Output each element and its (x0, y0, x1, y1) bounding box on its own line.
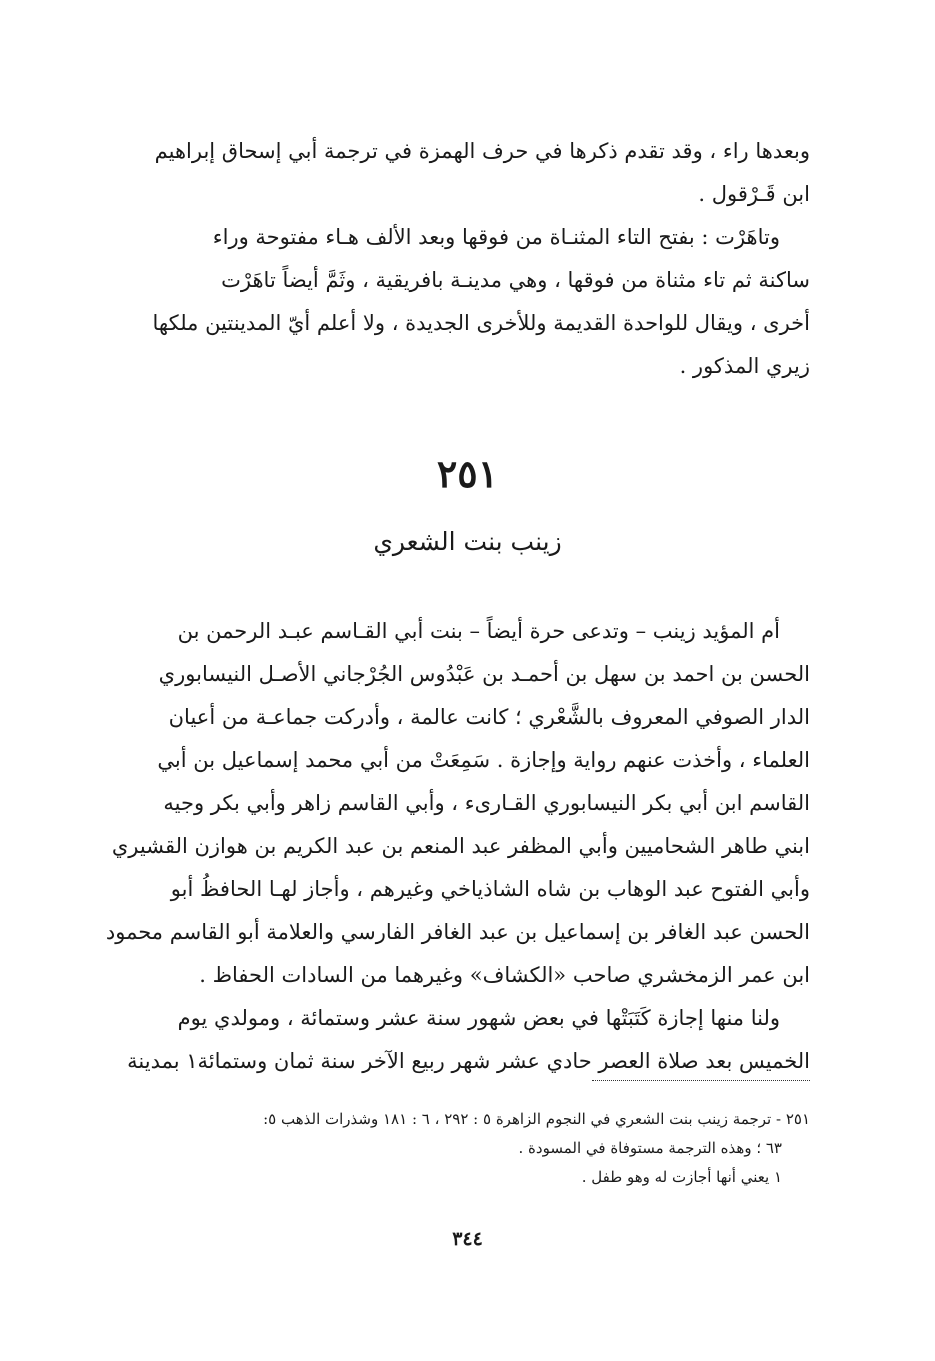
footnote-divider (592, 1080, 810, 1081)
text-line: أم المؤيد زينب – وتدعى حرة أيضاً – بنت أبي القـاسم عبـد الرحمن بن (177, 619, 780, 643)
text-line: ساكنة ثم تاء مثناة من فوقها ، وهي مدينـة بافريقية ، وثَمَّ أيضاً تاهَرْت (221, 268, 810, 292)
text-line: وتاهَرْت : بفتح التاء المثنـاة من فوقها وبعد الألف هـاء مفتوحة وراء (212, 225, 780, 249)
text-line: الحسن عبد الغافر بن إسماعيل بن عبد الغافر الفارسي والعلامة أبو القاسم محمود (105, 920, 810, 944)
text-line: ابني طاهر الشحاميين وأبي المظفر عبد المنعم بن عبد الكريم بن هوازن القشيري (111, 834, 810, 858)
text-line: العلماء ، وأخذت عنهم رواية وإجازة . سَمِعَتْ من أبي محمد إسماعيل بن أبي (157, 748, 810, 772)
text-line: الحسن بن احمد بن سهل بن أحمـد بن عَبْدُوس الجُرْجاني الأصـل النيسابوري (158, 662, 810, 686)
footnote-line: ٢٥١ - ترجمة زينب بنت الشعري في النجوم الزاهرة ٥ : ٢٩٢ ، ٦ : ١٨١ وشذرات الذهب ٥: (263, 1110, 810, 1128)
text-line: زيري المذكور . (679, 354, 810, 378)
biography-paragraph (105, 610, 810, 1083)
footnote-line: ٦٣ ؛ وهذه الترجمة مستوفاة في المسودة . (518, 1139, 782, 1157)
text-line: وأبي الفتوح عبد الوهاب بن شاه الشاذياخي وغيرهم ، وأجاز لهـا الحافظُ أبو (170, 877, 810, 901)
text-line: الخميس بعد صلاة العصر حادي عشر شهر ربيع الآخر سنة ثمان وستمائة١ بمدينة (127, 1049, 810, 1073)
text-line: ولنا منها إجازة كَتَبَتْها في بعض شهور سنة عشر وستمائة ، ومولدي يوم (177, 1006, 780, 1030)
entry-number: ٢٥١ (436, 451, 499, 496)
page-number: ٣٤٤ (452, 1228, 483, 1250)
text-line: الدار الصوفي المعروف بالشَّعْري ؛ كانت عالمة ، وأدركت جماعـة من أعيان (168, 705, 810, 729)
entry-title: زينب بنت الشعري (373, 527, 562, 556)
footnote-line: ١ يعني أنها أجازت له وهو طفل . (581, 1168, 782, 1186)
text-line: القاسم ابن أبي بكر النيسابوري القـارىء ، وأبي القاسم زاهر وأبي بكر وجيه (163, 791, 810, 815)
text-line: أخرى ، ويقال للواحدة القديمة وللأخرى الجديدة ، ولا أعلم أيّ المدينتين ملكها (152, 311, 810, 335)
footnotes (105, 1105, 810, 1192)
text-line: ابن عمر الزمخشري صاحب «الكشاف» وغيرهما من السادات الحفاظ . (199, 963, 810, 987)
text-line: ابن قَـرْقول . (698, 182, 810, 206)
continuation-paragraph (105, 130, 810, 388)
text-line: وبعدها راء ، وقد تقدم ذكرها في حرف الهمزة في ترجمة أبي إسحاق إبراهيم (154, 139, 810, 163)
